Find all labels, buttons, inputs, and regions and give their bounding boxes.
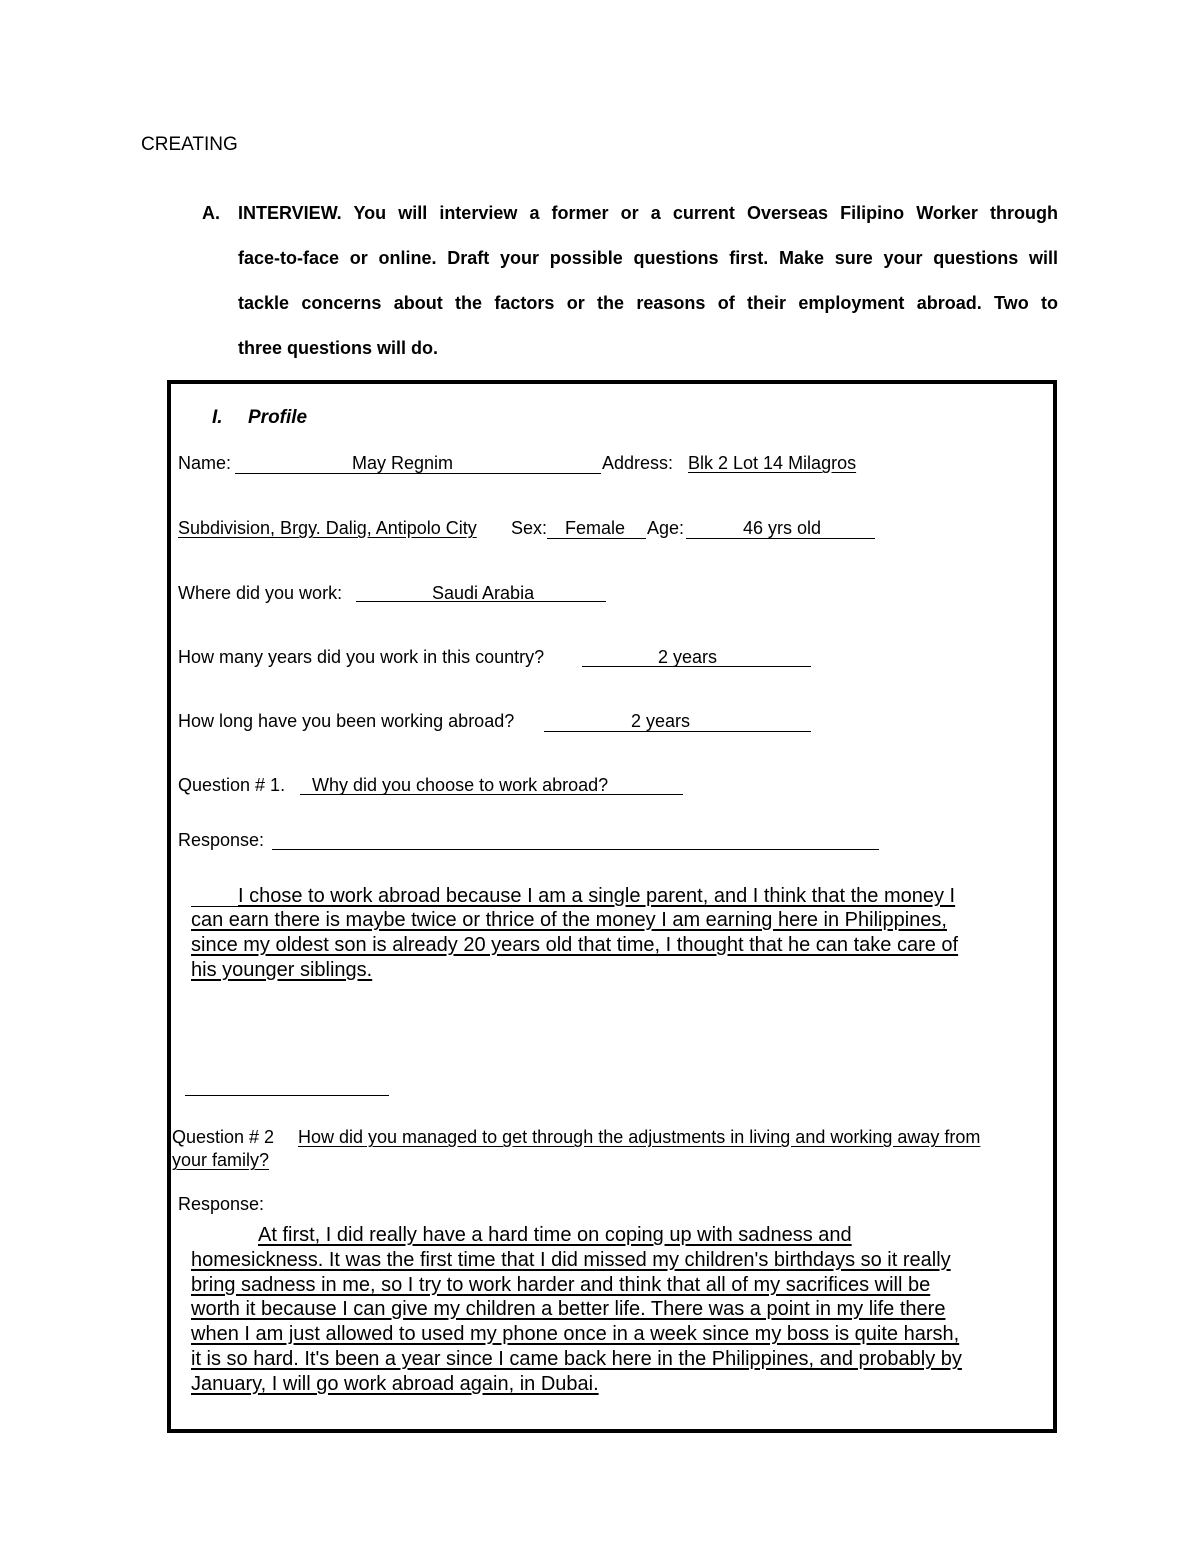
response-2-line: it is so hard. It's been a year since I came back here in the Philippines, and probably by (191, 1348, 962, 1370)
question-2-text: How did you managed to get through the adjustments in living and working away from (298, 1127, 981, 1147)
response-1-label: Response: (178, 830, 265, 850)
item-letter: A. (202, 203, 220, 223)
years-country-value: 2 years (658, 647, 718, 667)
instruction-line: three questions will do. (238, 338, 439, 358)
sex-label: Sex: (511, 518, 548, 538)
response-1-underline (272, 849, 879, 850)
address-value-cont: Subdivision, Brgy. Dalig, Antipolo City (178, 518, 477, 538)
response-1-indent-line (191, 906, 238, 907)
age-label: Age: (647, 518, 685, 538)
work-value: Saudi Arabia (432, 583, 535, 603)
response-1-line: his younger siblings. (191, 959, 373, 981)
work-label: Where did you work: (178, 583, 343, 603)
age-value: 46 yrs old (743, 518, 822, 538)
section-title: CREATING (141, 134, 238, 155)
name-value: May Regnim (352, 453, 454, 473)
address-label: Address: (602, 453, 674, 473)
question-2-label: Question # 2 (172, 1127, 275, 1147)
profile-title: Profile (248, 407, 308, 428)
response-2-line: homesickness. It was the first time that I did missed my children's birthdays so it really (191, 1249, 951, 1271)
years-abroad-value: 2 years (631, 711, 691, 731)
response-2-line: At first, I did really have a hard time on coping up with sadness and (258, 1224, 852, 1246)
years-abroad-label: How long have you been working abroad? (178, 711, 515, 731)
response-1-line: can earn there is maybe twice or thrice of the money I am earning here in Philippines, (191, 909, 947, 931)
response-1-line: since my oldest son is already 20 years old that time, I thought that he can take care of (191, 934, 959, 956)
response-2-label: Response: (178, 1194, 265, 1214)
question-1-text: Why did you choose to work abroad? (312, 775, 609, 795)
response-2-line: January, I will go work abroad again, in Dubai. (191, 1373, 599, 1395)
name-label: Name: (178, 453, 232, 473)
response-2-line: worth it because I can give my children a better life. There was a point in my life there (191, 1298, 946, 1320)
years-country-label: How many years did you work in this country? (178, 647, 545, 667)
question-1-label: Question # 1. (178, 775, 286, 795)
instruction-line: face-to-face or online. Draft your possible questions first. Make sure your questions will (238, 248, 1058, 268)
response-1-line: I chose to work abroad because I am a single parent, and I think that the money I (238, 885, 956, 907)
instruction-line: tackle concerns about the factors or the reasons of their employment abroad. Two to (238, 293, 1058, 313)
response-2-line: bring sadness in me, so I try to work harder and think that all of my sacrifices will be (191, 1274, 931, 1296)
question-2-text-cont: your family? (172, 1150, 270, 1170)
address-value: Blk 2 Lot 14 Milagros (688, 453, 857, 473)
profile-number: I. (212, 407, 223, 428)
instruction-line: INTERVIEW. You will interview a former or a current Overseas Filipino Worker through (238, 203, 1058, 223)
separator-line (185, 1095, 389, 1096)
response-2-line: when I am just allowed to used my phone once in a week since my boss is quite harsh, (191, 1323, 960, 1345)
sex-value: Female (565, 518, 626, 538)
